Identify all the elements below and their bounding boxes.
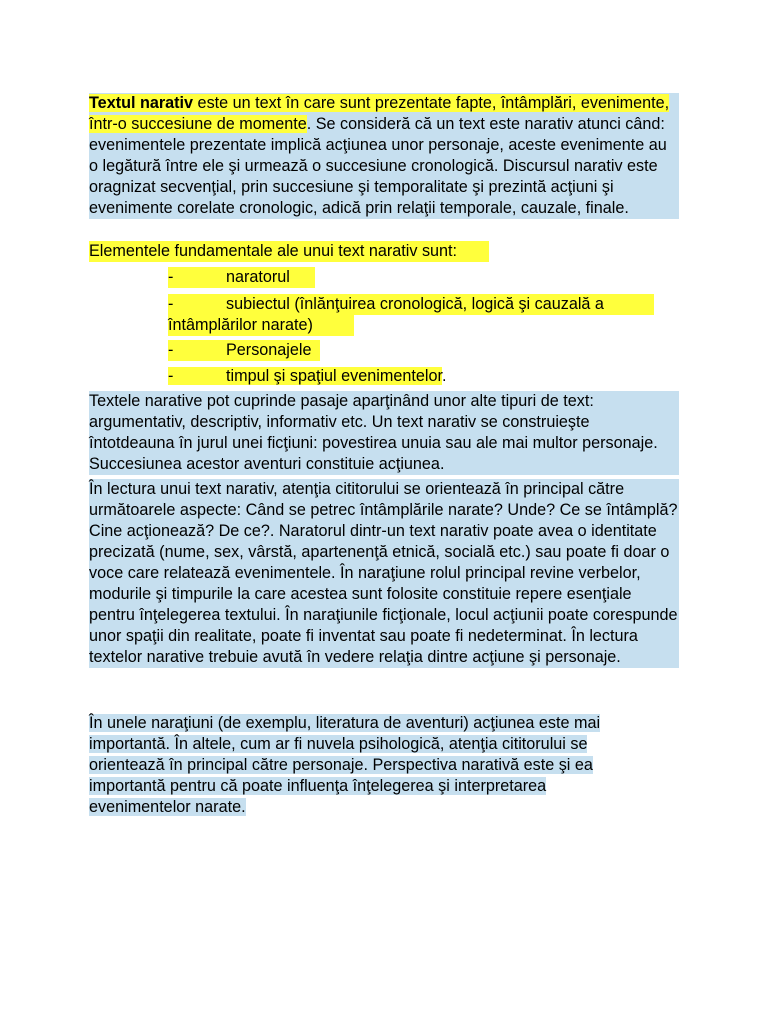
list-item: - Personajele <box>168 340 320 361</box>
elements-heading: Elementele fundamentale ale unui text narativ sunt: <box>89 241 489 262</box>
list-item: - timpul şi spaţiul evenimentelor. <box>168 367 447 385</box>
term-textul-narativ: Textul narativ <box>89 94 194 112</box>
list-item: - naratorul <box>168 267 315 288</box>
definition-highlight: Textul narativ este un text în care sunt prezentate fapte, întâmplări, evenimente, într-o succesiune de momente <box>89 94 670 133</box>
paragraph-perspective: În unele naraţiuni (de exemplu, literatura de aventuri) acţiunea este mai importantă. În altele, cum ar fi nuvela psihologică, atenţia cititorului se orientează în principal către personaje. Perspectiva narativă este şi ea importantă pentru că poate influenţa înţelegerea şi interpretarea evenimentelor narate. <box>89 714 601 816</box>
paragraph-intro <box>89 93 679 219</box>
list-item: - subiectul (înlănţuirea cronologică, logică şi cauzală a <box>168 294 654 315</box>
paragraph-reading-aspects: În lectura unui text narativ, atenţia cititorului se orientează în principal către următoarele aspecte: Când se petrec întâmplările narate? Unde? Ce se întâmplă? Cine acţionează? De ce?. Naratorul dintr-un text narativ poate avea o identitate precizată (nume, sex, vârstă, apartenenţă etnică, socială etc.) sau poate fi doar o voce care relatează evenimentele. În naraţiune rolul principal revine verbelor, modurile şi timpurile la care acestea sunt folosite constituie repere esenţiale pentru înţelegerea textului. În naraţiunile ficţionale, locul acţiunii poate corespunde unor spaţii din realitate, poate fi inventat sau poate fi nedeterminat. În lectura textelor narative trebuie avută în vedere relaţia dintre acţiune şi personaje. <box>89 480 678 666</box>
list-item-continuation: întâmplărilor narate) <box>168 315 354 336</box>
intro-rest: . Se consideră că un text este narativ atunci când: evenimentele prezentate implică acţiunea unor personaje, aceste evenimente au o legătură între ele şi urmează o succesiune cronologică. Discursul narativ este oragnizat secvenţial, prin succesiune şi temporalitate şi prezintă acţiuni şi evenimente corelate cronologic, adică prin relaţii temporale, cauzale, finale. <box>89 115 667 217</box>
paragraph-text-types: Textele narative pot cuprinde pasaje aparţinând unor alte tipuri de text: argumentativ, descriptiv, informativ etc. Un text narativ se construieşte întotdeauna în jurul unei ficţiuni: povestirea unuia sau ale mai multor personaje. Succesiunea acestor aventuri constituie acţiunea. <box>89 391 679 475</box>
